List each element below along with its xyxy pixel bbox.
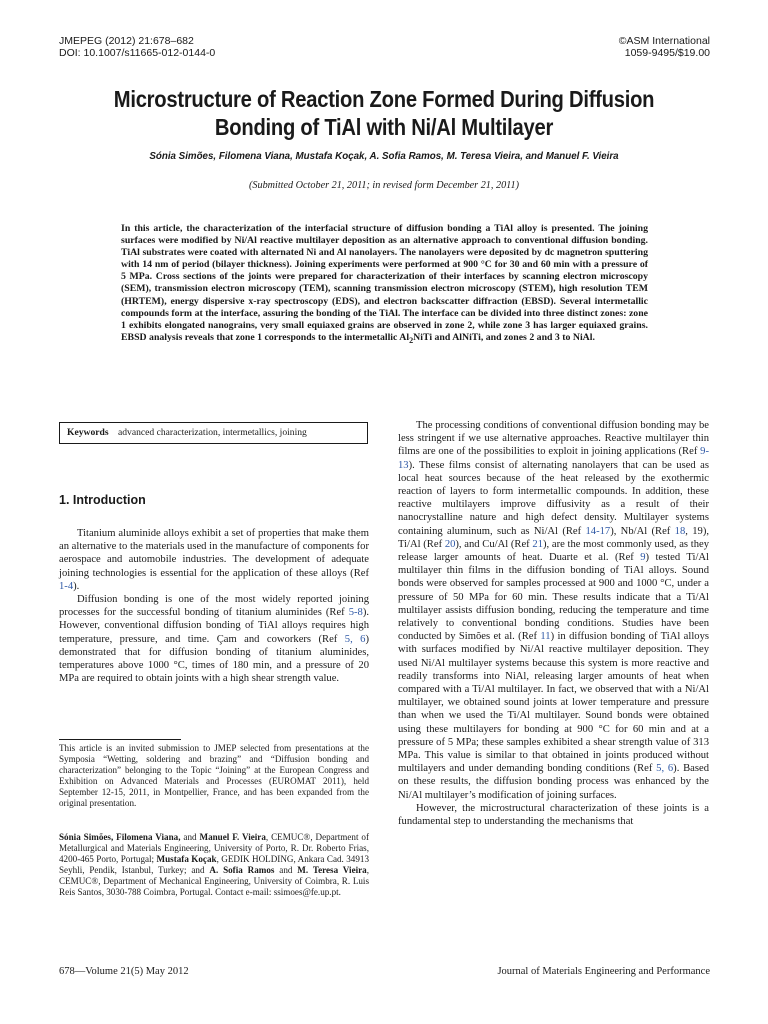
article-title-line-2: Bonding of TiAl with Ni/Al Multilayer [214, 114, 554, 140]
submission-dates: (Submitted October 21, 2011; in revised form December 21, 2011) [248, 180, 519, 191]
author-names: M. Teresa Vieira [297, 865, 367, 876]
publisher: ©ASM International [618, 35, 710, 47]
abstract-text-end: NiTi and AlNiTi, and zones 2 and 3 to NiAl. [413, 331, 595, 343]
journal-header-right [619, 35, 710, 59]
article-title [88, 85, 680, 141]
body-paragraph: However, the microstructural characterization of these joints is a fundamental step to understanding the mechanisms that [398, 802, 709, 828]
keywords-box [59, 422, 368, 444]
affiliation-text: and [274, 865, 298, 876]
author-names: A. Sofia Ramos [209, 865, 275, 876]
reference-link[interactable]: 14-17 [585, 525, 611, 537]
footnote-divider [59, 739, 181, 740]
reference-link[interactable]: 18 [674, 525, 686, 537]
reference-link[interactable]: 21 [532, 538, 543, 550]
keywords-label: Keywords [67, 427, 109, 438]
reference-link[interactable]: 9 [640, 552, 646, 564]
author-names: Manuel F. Vieira [199, 832, 266, 842]
abstract [121, 223, 648, 347]
reference-link[interactable]: 1-4 [59, 580, 74, 592]
doi[interactable]: DOI: 10.1007/s11665-012-0144-0 [59, 47, 216, 59]
body-paragraph: Diffusion bonding is one of the most widely reported joining processes for the successful bonding of titanium aluminides (Ref 5-8). However, conventional diffusion bonding of TiAl alloys requires high temperature, pressure, and time. Çam and coworkers (Ref 5, 6) demonstrated that for diffusion bonding of titanium aluminides, temperatures above 1000 °C, times of 180 min, and a pressure of 20 MPa are required to obtain joints with a high shear strength value. [59, 594, 369, 685]
author-affiliations-footnote [59, 832, 369, 899]
abstract-text: In this article, the characterization of the interfacial structure of diffusion bonding a TiAl alloy is presented. The joining surfaces were modified by Ni/Al reactive multilayer deposition as an alternative approach to conventional diffusion bonding. TiAl substrates were coated with alternated Ni and Al nanolayers. The nanolayers were deposited by dc magnetron sputtering with 14 nm of period (bilayer thickness). Joining experiments were performed at 900 °C for 30 and 60 min with a pressure of 5 MPa. Cross sections of the joints were prepared for characterization of their interfaces by scanning electron microscopy (SEM), transmission electron microscopy (TEM), scanning transmission electron microscopy (STEM), high resolution TEM (HRTEM), energy dispersive x-ray spectroscopy (EDS), and electron backscatter diffraction (EBSD). Several intermetallic compounds form at the interface, assuring the bonding of the TiAl. The interface can be divided into three distinct zones: zone 1 exhibits elongated nanograins, very small equiaxed grains are observed in zone 2, while zone 3 has larger equiaxed grains. EBSD analysis reveals that zone 1 corresponds to the intermetallic Al [121, 223, 648, 343]
body-paragraph: Titanium aluminide alloys exhibit a set of properties that make them an alternative to the materials used in the manufacture of components for aerospace and automobile industries. The development of adequate joining technologies is essential for the application of these alloys (Ref 1-4). [59, 528, 369, 592]
invited-submission-footnote [59, 743, 369, 810]
affiliations-text [59, 832, 369, 899]
issn-price: 1059-9495/$19.00 [624, 47, 710, 59]
page-footer-right: Journal of Materials Engineering and Performance [497, 966, 710, 977]
author-list: Sónia Simões, Filomena Viana, Mustafa Koçak, A. Sofia Ramos, M. Teresa Vieira, and Manuel F. Vieira [149, 150, 619, 162]
journal-header-left [59, 35, 215, 59]
affiliation-text: and [180, 832, 200, 842]
body-paragraph: The processing conditions of conventional diffusion bonding may be less stringent if we use alternative approaches. Reactive multilayer thin films are one of the possibilities to exploit in joining applications (Ref 9-13). These films consist of alternating nanolayers that can be used as local heat sources because of the heat released by the exothermic reaction of layers to form intermetallic compounds. In addition, these reactive multilayers improve diffusivity as a result of their nanocrystalline nature and high defect density. Multilayer systems containing aluminum, such as Ni/Al (Ref 14-17), Nb/Al (Ref 18, 19), Ti/Al (Ref 20), and Cu/Al (Ref 21), are the most commonly used, as they release larger amounts of heat. Duarte et al. (Ref 9) tested Ti/Al multilayer thin films in the diffusion bonding of TiAl alloys. Sound bonds were observed for samples processed at 900 and 1000 °C, under a pressure of 50 MPa for 60 min. These results indicate that a Ti/Al multilayer assists diffusion bonding, reducing the temperature and time relatively to conventional bonding conditions. Studies have been conducted by Simões et al. (Ref 11) in diffusion bonding of TiAl alloys with surfaces modified by Ni/Al reactive multilayer deposition. They used Ni/Al multilayer systems because this system is more reactive and readily transforms into NiAl, releasing larger amounts of heat when compared with a Ti/Al multilayer. In fact, we observed that with a Ni/Al multilayer, we obtained sound joints at lower temperature and pressure than when we used the Ti/Al multilayer. Sound bonds were obtained using these multilayers for bonding at 900 °C for 60 min and at a pressure of 5 MPa; these samples exhibited a shear strength value of 313 MPa. This value is similar to that obtained in joints produced without multilayers and under demanding bonding conditions (Ref 5, 6). Based on these results, the diffusion bonding process was enhanced by the Ni/Al multilayer’s modification of joining surfaces. [398, 420, 709, 801]
reference-link[interactable]: 9-13 [398, 446, 709, 471]
article-title-line-1: Microstructure of Reaction Zone Formed During Diffusion [113, 86, 655, 112]
right-column-body [398, 419, 709, 828]
keywords-text: advanced characterization, intermetallics, joining [117, 427, 307, 438]
reference-link[interactable]: 5-8 [348, 607, 363, 619]
section-heading-introduction: 1. Introduction [59, 493, 146, 507]
reference-link[interactable]: 5, 6 [344, 633, 366, 645]
affiliation-text: , CEMUC®, Department of Metallurgical and Materials Engineering, University of Porto, R. Dr. Roberto Frias, 4200-465 Porto, Portugal; [59, 832, 369, 865]
author-names: Mustafa Koçak [156, 854, 217, 865]
abstract-subscript: 2 [409, 335, 414, 345]
affiliation-text: , GEDIK HOLDING, Ankara Cad. 34913 Seyhli, Pendik, Istanbul, Turkey; and [59, 854, 369, 876]
affiliation-text: , CEMUC®, Department of Mechanical Engineering, University of Coimbra, R. Luis Reis Santos, 3030-788 Coimbra, Portugal. Contact e-mail: ssimoes@fe.up.pt. [59, 865, 369, 898]
page-footer-left: 678—Volume 21(5) May 2012 [59, 966, 189, 977]
left-column-body [59, 527, 369, 685]
reference-link[interactable]: 20 [444, 538, 456, 550]
reference-link[interactable]: 11 [540, 631, 551, 643]
reference-link[interactable]: 5, 6 [656, 763, 674, 775]
footnote-text: This article is an invited submission to JMEP selected from presentations at the Symposia “Wetting, soldering and brazing” and “Diffusion bonding and characterization” belonging to the Topic “Joining” at the European Congress and Exhibition on Advanced Materials and Processes (EUROMAT 2011), held September 12-15, 2011, in Montpellier, France, and has been expanded from the original presentation. [59, 743, 369, 809]
author-names: Sónia Simões, Filomena Viana, [59, 832, 181, 842]
journal-citation: JMEPEG (2012) 21:678–682 [59, 35, 194, 47]
